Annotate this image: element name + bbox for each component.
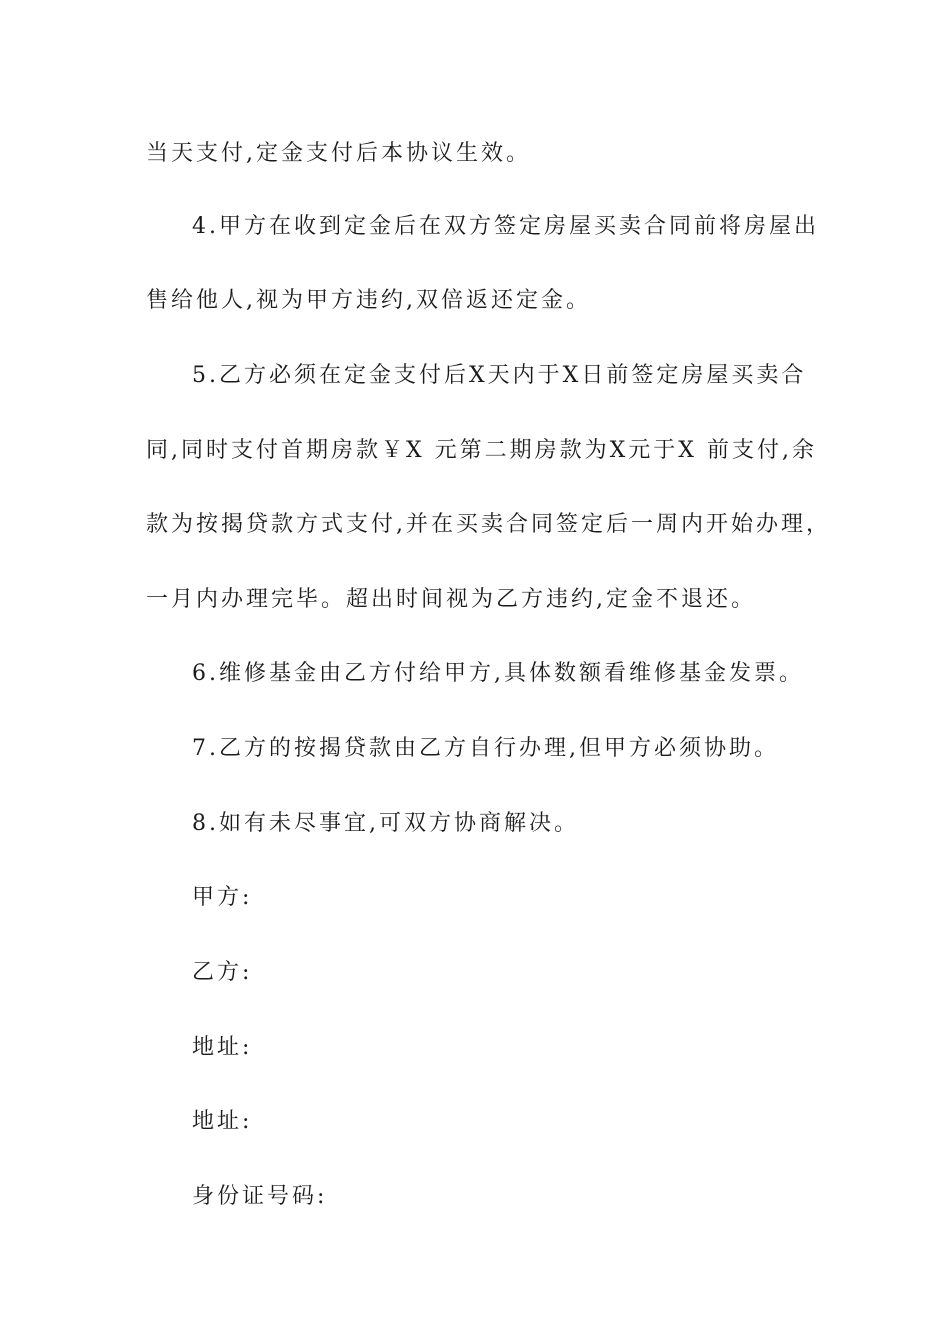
clause-5-line-3: 款为按揭贷款方式支付,并在买卖合同签定后一周内开始办理， [146,512,831,537]
party-a-label: 甲方: [192,885,253,910]
clause-5-line-4: 一月内办理完毕。超出时间视为乙方违约,定金不退还。 [146,587,756,612]
party-b-label: 乙方: [192,960,253,985]
clause-5-line-2: 同,同时支付首期房款￥X 元第二期房款为X元于X 前支付,余 [146,438,817,463]
clause-5-line-1: 5.乙方必须在定金支付后X天内于X日前签定房屋买卖合 [192,363,807,388]
clause-6: 6.维修基金由乙方付给甲方,具体数额看维修基金发票。 [192,661,804,686]
clause-4-line-1: 4.甲方在收到定金后在双方签定房屋买卖合同前将房屋出 [192,214,819,239]
address-label-1: 地址: [192,1035,253,1060]
address-label-2: 地址: [192,1109,253,1134]
clause-8: 8.如有未尽事宜,可双方协商解决。 [192,811,579,836]
clause-4-line-2: 售给他人,视为甲方违约,双倍返还定金。 [146,288,591,313]
clause-7: 7.乙方的按揭贷款由乙方自行办理,但甲方必须协助。 [192,736,779,761]
paragraph-3-continuation: 当天支付,定金支付后本协议生效。 [146,141,531,166]
id-number-label: 身份证号码: [192,1184,328,1209]
